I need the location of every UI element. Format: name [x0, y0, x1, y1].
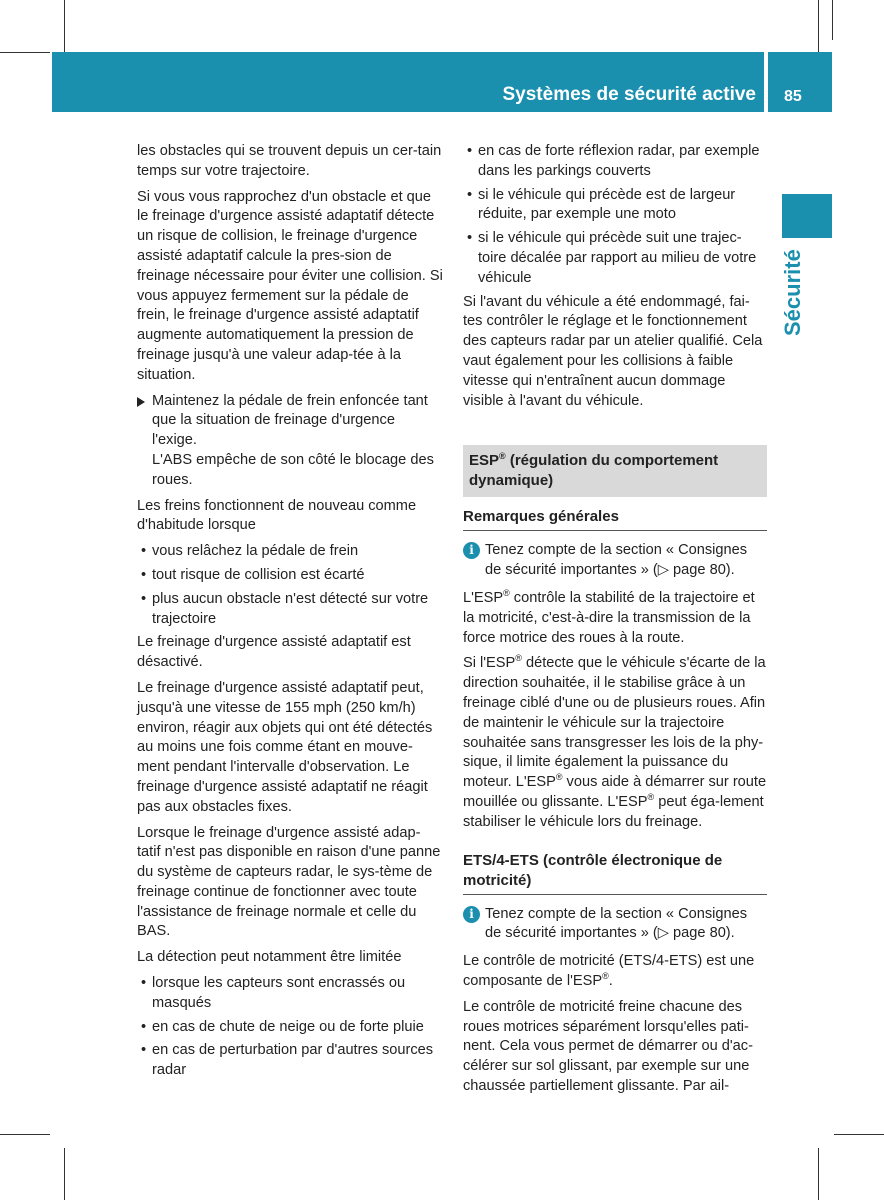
crop-mark	[834, 1134, 884, 1135]
info-icon: i	[463, 542, 480, 559]
info-icon: i	[463, 906, 480, 923]
crop-mark	[832, 0, 833, 40]
bullet-icon: •	[467, 186, 473, 203]
list-item: • en cas de forte réflexion radar, par exemple dans les parkings couverts	[467, 143, 760, 179]
crop-mark	[818, 1148, 819, 1200]
paragraph: Les freins fonctionnent de nouveau comme d'habitude lorsque	[137, 497, 417, 534]
side-tab-label: Sécurité	[780, 249, 805, 336]
crop-mark	[0, 1134, 50, 1135]
bullet-icon: •	[467, 143, 473, 159]
list-item: • si le véhicule qui précède suit une trajec-toire décalée par rapport au milieu de votre véhicule	[467, 230, 757, 286]
paragraph: Si l'ESP® détecte que le véhicule s'écarte de la direction souhaitée, il le stabilise grâce à un freinage ciblé d'une ou de plusieurs roues. Afin de maintenir le véhicule sur la trajectoire souhaitée sans transgresser les lois de la phy-sique, il limite également la puissance du moteur. L'ESP® vous aide à démarrer sur route mouillée ou glissante. L'ESP® peut éga-lement stabiliser le véhicule lors du freinage.	[463, 653, 767, 830]
list-item: • en cas de perturbation par d'autres sources radar	[141, 1042, 434, 1079]
header-bar	[52, 52, 764, 112]
paragraph: Lorsque le freinage d'urgence assisté adap-tatif n'est pas disponible en raison d'une panne du système de capteurs radar, le sys-tème de freinage continue de fonctionner avec toute l'assistance de freinage normale et celle du BAS.	[137, 824, 441, 940]
info-note: i Tenez compte de la section « Consignes de sécurité importantes » (▷ page 80).	[463, 905, 767, 945]
crop-mark	[818, 0, 819, 52]
bullet-icon: •	[141, 1018, 147, 1035]
paragraph: Le contrôle de motricité (ETS/4-ETS) est une composante de l'ESP®.	[463, 953, 755, 989]
list-item: • vous relâchez la pédale de frein	[137, 542, 443, 562]
step-text: Maintenez la pédale de frein enfoncée tant que la situation de freinage d'urgence l'exige.	[152, 392, 428, 449]
subsection-heading: Remarques générales	[463, 507, 767, 531]
side-tab-marker	[782, 194, 832, 238]
page-number-box	[768, 52, 832, 112]
step-note: L'ABS empêche de son côté le blocage des roues.	[152, 451, 434, 488]
bullet-icon: •	[141, 975, 147, 992]
bullet-icon: •	[141, 543, 147, 560]
crop-mark	[64, 1148, 65, 1200]
list-item: • si le véhicule qui précède est de largeur réduite, par exemple une moto	[467, 186, 736, 223]
paragraph: Le freinage d'urgence assisté adaptatif est désactivé.	[137, 634, 411, 671]
instruction-step	[137, 392, 443, 491]
paragraph: La détection peut notamment être limitée	[137, 949, 402, 966]
bullet-icon: •	[141, 566, 147, 583]
info-note: i Tenez compte de la section « Consignes de sécurité importantes » (▷ page 80).	[463, 541, 767, 581]
section-heading: ESP® (régulation du comportement dynamique)	[463, 445, 767, 497]
list-item: • lorsque les capteurs sont encrassés ou masqués	[141, 975, 406, 1011]
paragraph: Le freinage d'urgence assisté adaptatif peut, jusqu'à une vitesse de 155 mph (250 km/h) environ, réagir aux objets qui ont été détectés au moins une fois comme étant en mouve-ment pendant l'intervalle d'observation. Le freinage d'urgence assisté adaptatif ne réagit pas aux obstacles fixes.	[137, 679, 433, 815]
left-column	[137, 142, 443, 1085]
bullet-icon: •	[141, 590, 147, 607]
right-column	[463, 142, 767, 1103]
crop-mark	[64, 0, 65, 52]
crop-mark	[0, 52, 50, 53]
paragraph: Le contrôle de motricité freine chacune des roues motrices séparément lorsqu'elles pati-nent. Cela vous permet de démarrer ou d'ac-célérer sur sol glissant, par exemple sur une chaussée partiellement glissante. Par ail-	[463, 998, 753, 1094]
page-title: Systèmes de sécurité active	[502, 84, 756, 105]
paragraph: Si vous vous rapprochez d'un obstacle et que le freinage d'urgence assisté adaptatif détecte un risque de collision, le freinage d'urgence assisté adaptatif calcule la pres-sion de freinage nécessaire pour éviter une collision. Si vous appuyez fermement sur la pédale de frein, le freinage d'urgence assisté adaptatif augmente automatiquement la pression de freinage jusqu'à une valeur adap-tée à la situation.	[137, 188, 443, 383]
subsection-heading: ETS/4-ETS (contrôle électronique de motricité)	[463, 851, 767, 895]
paragraph: les obstacles qui se trouvent depuis un cer-tain temps sur votre trajectoire.	[137, 143, 442, 179]
bullet-icon: •	[467, 230, 473, 247]
bullet-icon: •	[141, 1042, 147, 1059]
paragraph: Si l'avant du véhicule a été endommagé, fai-tes contrôler le réglage et le fonctionnement des capteurs radar par un atelier qualifié. Cela vaut également pour les collisions à faible vitesse qui n'entraînent aucun dommage visible à l'avant du véhicule.	[463, 293, 763, 409]
paragraph: L'ESP® contrôle la stabilité de la trajectoire et la motricité, c'est-à-dire la transmission de la force motrice des roues à la route.	[463, 588, 755, 646]
list-item: • tout risque de collision est écarté	[137, 566, 443, 586]
list-item: • en cas de chute de neige ou de forte pluie	[137, 1018, 443, 1038]
arrow-right-icon	[137, 397, 145, 407]
list-item: • plus aucun obstacle n'est détecté sur votre trajectoire	[141, 590, 429, 627]
page-number: 85	[784, 88, 802, 105]
